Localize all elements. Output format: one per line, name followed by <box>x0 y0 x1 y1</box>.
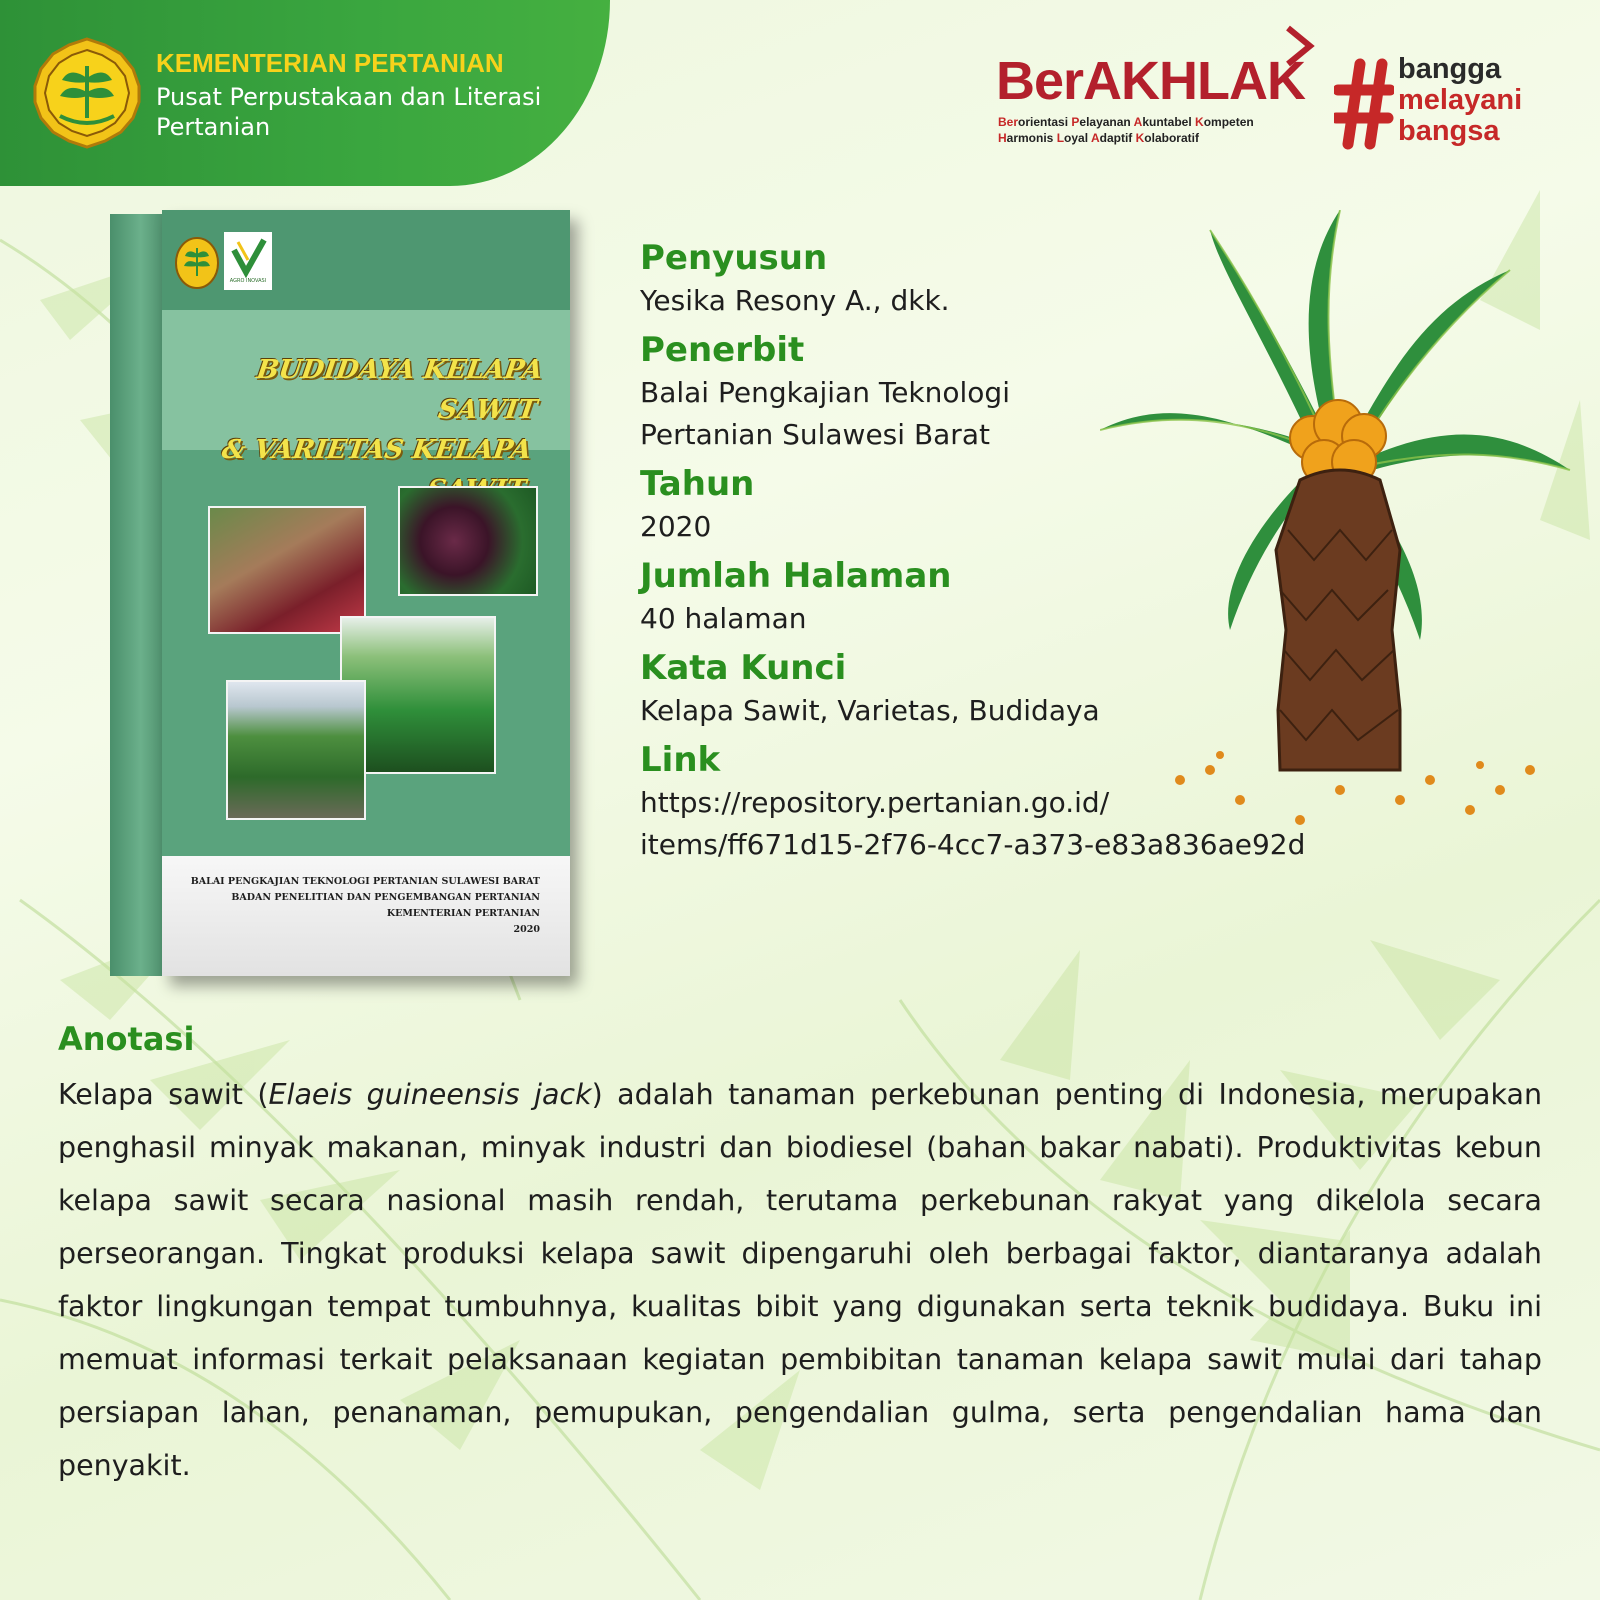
kementan-emblem-icon <box>30 36 144 150</box>
book-cover <box>162 210 570 976</box>
tahun-value: 2020 <box>640 510 712 543</box>
berakhlak-title: BerAKHLAK <box>996 51 1306 111</box>
oil-palm-fruit-photo <box>208 506 366 634</box>
palm-nursery-photo <box>226 680 366 820</box>
link-label: Link <box>640 740 721 780</box>
halaman-label: Jumlah Halaman <box>640 556 952 596</box>
penyusun-label: Penyusun <box>640 238 828 278</box>
anotasi-heading: Anotasi <box>58 1020 195 1058</box>
book-title: BUDIDAYA KELAPA SAWIT & VARIETAS KELAPA <box>220 355 545 465</box>
chevron-right-icon <box>1282 24 1316 68</box>
palm-seed-photo <box>398 486 538 596</box>
book-publisher: BALAI PENGKAJIAN TEKNOLOGI PERTANIAN SULAWESI BARAT BADAN PENELITIAN DAN PENGEMBANGAN PERTANIAN KEMENTERIAN PERTANIAN 2020 <box>190 876 540 935</box>
org-name: KEMENTERIAN PERTANIAN <box>156 48 504 78</box>
halaman-value: 40 halaman <box>640 602 807 635</box>
penyusun-value: Yesika Resony A., dkk. <box>640 284 950 317</box>
berakhlak-logo <box>996 50 1316 150</box>
hashtag-icon <box>1334 58 1394 150</box>
book-publisher-band <box>162 856 570 976</box>
kementan-emblem-icon <box>174 236 220 290</box>
tahun-label: Tahun <box>640 464 755 504</box>
scientific-name: Elaeis guineensis jack <box>268 1078 592 1111</box>
kata-kunci-label: Kata Kunci <box>640 648 847 688</box>
berakhlak-values: Berorientasi Pelayanan Akuntabel Kompeten Harmonis Loyal Adaptif Kolaboratif <box>998 115 1254 145</box>
org-subtitle: Pusat Perpustakaan dan Literasi Pertanian <box>156 83 542 141</box>
agro-inovasi-label: AGRO INOVASI <box>229 278 267 284</box>
penerbit-label: Penerbit <box>640 330 805 370</box>
header-banner <box>0 0 610 186</box>
penerbit-value: Balai Pengkajian Teknologi Pertanian Sulawesi Barat <box>640 376 1010 451</box>
book-info <box>640 236 1460 872</box>
anotasi-body: Kelapa sawit (Elaeis guineensis jack) adalah tanaman perkebunan penting di Indonesia, merupakan penghasil minyak makanan, minyak industri dan biodiesel (bahan bakar nabati). Produktivitas kebun kelapa sawit secara nasional masih rendah, terutama perkebunan rakyat yang dikelola secara perseorangan. Tingkat produksi kelapa sawit dipengaruhi oleh berbagai faktor, diantaranya adalah faktor lingkungan tempat tumbuhnya, kualitas bibit yang digunakan serta teknik budidaya. Buku ini memuat informasi terkait pelaksanaan kegiatan pembibitan tanaman kelapa sawit mulai dari tahap persiapan lahan, penanaman, pemupukan, pengendalian gulma, serta pengendalian hama dan penyakit. <box>58 1078 1543 1482</box>
kata-kunci-value: Kelapa Sawit, Varietas, Budidaya <box>640 694 1100 727</box>
repository-link[interactable]: https://repository.pertanian.go.id/ items/ff671d15-2f76-4cc7-a373-e83a836ae92d <box>640 786 1306 861</box>
bangga-melayani-bangsa: bangga melayani bangsa <box>1398 53 1523 147</box>
